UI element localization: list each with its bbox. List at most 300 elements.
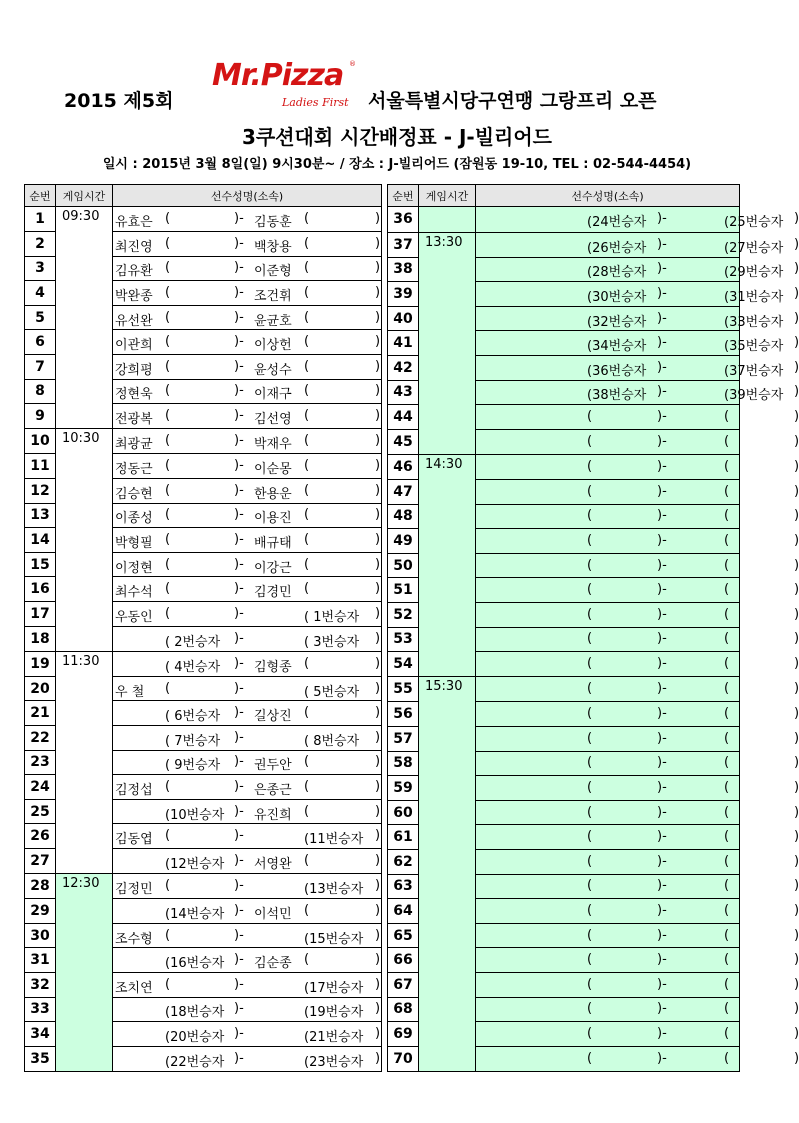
game-time: 14:30 xyxy=(419,454,476,479)
row-number: 9 xyxy=(25,404,56,429)
game-time xyxy=(419,306,476,331)
player-pair-cell xyxy=(476,1046,799,1071)
row-number: 2 xyxy=(25,232,56,257)
player-b-club: (27번승자 xyxy=(724,240,784,256)
player-pair-cell xyxy=(113,725,382,750)
player-pair-cell xyxy=(476,751,799,776)
row-number: 50 xyxy=(388,553,419,578)
close-paren: ) xyxy=(794,1050,799,1066)
player-b-club: ( xyxy=(724,952,730,968)
player-pair-cell xyxy=(476,849,799,874)
player-a-name: 정현욱 xyxy=(115,387,153,403)
game-time xyxy=(419,997,476,1022)
row-number: 41 xyxy=(388,331,419,356)
player-pair xyxy=(476,431,799,453)
game-time: 09:30 xyxy=(56,207,113,232)
player-a-club: ( xyxy=(587,606,593,622)
player-pair xyxy=(476,752,799,774)
player-a-club: (12번승자 xyxy=(165,856,225,872)
close-paren: ) xyxy=(375,803,381,819)
vs-separator: )- xyxy=(234,754,244,770)
close-paren: ) xyxy=(375,507,381,523)
player-b-club: (21번승자 xyxy=(304,1029,364,1045)
game-time xyxy=(419,627,476,652)
player-b-club: ( xyxy=(304,285,310,301)
player-a-name: 이관희 xyxy=(115,338,153,354)
player-a-club: ( xyxy=(165,285,171,301)
row-number: 47 xyxy=(388,480,419,505)
vs-separator: )- xyxy=(234,1050,244,1066)
player-b-name: 한용운 xyxy=(254,486,292,502)
player-pair xyxy=(476,357,799,379)
table-row xyxy=(388,331,740,356)
col-header-no: 순번 xyxy=(388,185,419,207)
game-time: 15:30 xyxy=(419,677,476,702)
close-paren: ) xyxy=(794,656,799,672)
game-time xyxy=(56,948,113,973)
player-pair xyxy=(476,802,799,824)
player-pair-cell xyxy=(476,257,799,282)
player-b-club: (13번승자 xyxy=(304,882,364,898)
player-pair-cell xyxy=(113,577,382,602)
close-paren: ) xyxy=(794,878,799,894)
game-time xyxy=(56,281,113,306)
close-paren: ) xyxy=(375,235,381,251)
player-pair xyxy=(113,850,381,872)
player-pair xyxy=(113,480,381,502)
player-a-club: ( xyxy=(587,730,593,746)
vs-separator: )- xyxy=(234,1025,244,1041)
player-b-club: ( xyxy=(724,631,730,647)
player-a-club: ( xyxy=(587,976,593,992)
vs-separator: )- xyxy=(234,828,244,844)
table-row xyxy=(25,725,382,750)
table-row xyxy=(388,825,740,850)
player-b-club: ( xyxy=(724,681,730,697)
player-pair-cell xyxy=(476,480,799,505)
player-pair xyxy=(113,900,381,922)
row-number: 24 xyxy=(25,775,56,800)
player-pair-cell xyxy=(113,379,382,404)
player-b-club: ( xyxy=(304,803,310,819)
row-number: 70 xyxy=(388,1046,419,1071)
player-b-name: 김순종 xyxy=(254,956,292,972)
player-pair-cell xyxy=(113,602,382,627)
game-time xyxy=(419,726,476,751)
player-a-name: 최진영 xyxy=(115,239,153,255)
game-time xyxy=(419,751,476,776)
player-b-club: ( xyxy=(724,458,730,474)
mr-pizza-logo xyxy=(186,58,356,112)
table-row xyxy=(25,305,382,330)
game-time xyxy=(419,405,476,430)
row-number: 53 xyxy=(388,627,419,652)
player-pair-cell xyxy=(113,305,382,330)
player-b-club: (35번승자 xyxy=(724,339,784,355)
table-row xyxy=(388,627,740,652)
player-pair xyxy=(113,331,381,353)
game-time xyxy=(419,380,476,405)
col-header-time: 게임시간 xyxy=(56,185,113,207)
game-time xyxy=(56,305,113,330)
table-row xyxy=(388,1046,740,1071)
player-pair-cell xyxy=(113,503,382,528)
close-paren: ) xyxy=(375,655,381,671)
table-row xyxy=(25,479,382,504)
player-b-club: (17번승자 xyxy=(304,980,364,996)
row-number: 20 xyxy=(25,676,56,701)
row-number: 67 xyxy=(388,972,419,997)
player-pair xyxy=(476,604,799,626)
table-header-row xyxy=(25,185,382,207)
close-paren: ) xyxy=(375,408,381,424)
player-a-club: ( xyxy=(165,976,171,992)
player-pair xyxy=(476,1048,799,1070)
player-b-club: ( xyxy=(724,582,730,598)
player-a-club: ( xyxy=(587,927,593,943)
game-time xyxy=(419,603,476,628)
game-time xyxy=(56,503,113,528)
row-number: 34 xyxy=(25,1022,56,1047)
player-b-name: 이상헌 xyxy=(254,338,292,354)
row-number: 26 xyxy=(25,824,56,849)
vs-separator: )- xyxy=(657,359,667,375)
table-row xyxy=(25,602,382,627)
row-number: 3 xyxy=(25,256,56,281)
table-row xyxy=(25,552,382,577)
game-time xyxy=(56,528,113,553)
player-pair xyxy=(113,925,381,947)
player-pair-cell xyxy=(476,454,799,479)
close-paren: ) xyxy=(794,236,799,252)
player-b-club: ( xyxy=(304,507,310,523)
player-a-club: ( xyxy=(165,433,171,449)
table-row xyxy=(25,923,382,948)
player-pair-cell xyxy=(476,1022,799,1047)
table-header-row xyxy=(388,185,740,207)
player-pair xyxy=(476,308,799,330)
player-b-club: ( xyxy=(724,533,730,549)
player-b-club: (37번승자 xyxy=(724,363,784,379)
player-a-club: ( xyxy=(165,334,171,350)
vs-separator: )- xyxy=(234,927,244,943)
player-pair-cell xyxy=(113,281,382,306)
row-number: 42 xyxy=(388,356,419,381)
vs-separator: )- xyxy=(657,508,667,524)
player-b-club: ( xyxy=(724,804,730,820)
vs-separator: )- xyxy=(657,533,667,549)
table-row xyxy=(25,207,382,232)
player-a-club: ( xyxy=(587,1050,593,1066)
player-b-club: ( xyxy=(724,730,730,746)
player-pair-cell xyxy=(476,923,799,948)
player-b-club: (23번승자 xyxy=(304,1054,364,1070)
table-row xyxy=(388,405,740,430)
close-paren: ) xyxy=(375,605,381,621)
close-paren: ) xyxy=(794,927,799,943)
vs-separator: )- xyxy=(657,409,667,425)
game-time xyxy=(56,775,113,800)
row-number: 7 xyxy=(25,355,56,380)
row-number: 10 xyxy=(25,429,56,454)
vs-separator: )- xyxy=(657,681,667,697)
game-time xyxy=(56,577,113,602)
table-row xyxy=(25,577,382,602)
player-pair xyxy=(113,578,381,600)
player-pair xyxy=(113,380,381,402)
player-a-club: ( xyxy=(587,483,593,499)
player-b-club: ( xyxy=(724,1050,730,1066)
vs-separator: )- xyxy=(234,729,244,745)
player-b-club: ( xyxy=(724,656,730,672)
close-paren: ) xyxy=(375,1050,381,1066)
player-b-club: ( xyxy=(304,433,310,449)
player-b-club: ( xyxy=(304,211,310,227)
player-b-club: ( xyxy=(724,976,730,992)
player-a-club: ( xyxy=(165,309,171,325)
player-pair-cell xyxy=(113,824,382,849)
player-pair xyxy=(113,603,381,625)
player-pair xyxy=(476,481,799,503)
row-number: 35 xyxy=(25,1046,56,1071)
player-pair xyxy=(113,1048,381,1070)
row-number: 6 xyxy=(25,330,56,355)
vs-separator: )- xyxy=(657,804,667,820)
player-b-name: 서영완 xyxy=(254,856,292,872)
game-time: 11:30 xyxy=(56,651,113,676)
player-b-name: 이석민 xyxy=(254,906,292,922)
player-b-club: ( xyxy=(724,878,730,894)
game-time xyxy=(56,923,113,948)
row-number: 40 xyxy=(388,306,419,331)
close-paren: ) xyxy=(375,729,381,745)
game-time xyxy=(56,256,113,281)
close-paren: ) xyxy=(794,706,799,722)
close-paren: ) xyxy=(794,952,799,968)
player-a-name: 강희평 xyxy=(115,362,153,378)
game-time xyxy=(419,948,476,973)
close-paren: ) xyxy=(375,211,381,227)
table-row xyxy=(388,948,740,973)
table-row xyxy=(388,207,740,233)
player-pair-cell xyxy=(113,972,382,997)
player-b-club: ( xyxy=(304,383,310,399)
player-b-name: 박재우 xyxy=(254,437,292,453)
player-a-club: (22번승자 xyxy=(165,1054,225,1070)
close-paren: ) xyxy=(375,433,381,449)
player-a-club: ( xyxy=(587,829,593,845)
vs-separator: )- xyxy=(234,852,244,868)
player-b-club: ( xyxy=(304,952,310,968)
player-a-club: (34번승자 xyxy=(587,339,647,355)
game-time xyxy=(419,356,476,381)
game-time xyxy=(56,355,113,380)
table-row xyxy=(25,824,382,849)
player-b-club: ( xyxy=(724,433,730,449)
title-organizer: 서울특별시당구연맹 그랑프리 오픈 xyxy=(368,90,657,112)
vs-separator: )- xyxy=(234,680,244,696)
player-pair-cell xyxy=(476,874,799,899)
vs-separator: )- xyxy=(657,755,667,771)
player-pair-cell xyxy=(476,207,799,233)
player-pair xyxy=(113,307,381,329)
vs-separator: )- xyxy=(234,803,244,819)
player-b-club: ( xyxy=(724,829,730,845)
game-time xyxy=(419,776,476,801)
player-pair xyxy=(476,900,799,922)
player-b-name: 백창용 xyxy=(254,239,292,255)
player-b-club: ( xyxy=(304,334,310,350)
close-paren: ) xyxy=(375,260,381,276)
player-a-name: 김승현 xyxy=(115,486,153,502)
vs-separator: )- xyxy=(657,261,667,277)
player-pair xyxy=(113,233,381,255)
vs-separator: )- xyxy=(657,952,667,968)
vs-separator: )- xyxy=(234,630,244,646)
player-a-club: ( xyxy=(587,582,593,598)
vs-separator: )- xyxy=(234,482,244,498)
table-row xyxy=(388,232,740,257)
player-pair xyxy=(476,974,799,996)
player-a-club: ( xyxy=(165,507,171,523)
player-a-club: ( xyxy=(165,778,171,794)
table-row xyxy=(388,429,740,454)
player-pair-cell xyxy=(113,256,382,281)
vs-separator: )- xyxy=(234,952,244,968)
game-time xyxy=(419,972,476,997)
player-a-club: ( xyxy=(587,533,593,549)
player-b-club: ( 3번승자 xyxy=(304,634,360,650)
table-row xyxy=(25,899,382,924)
player-b-club: ( xyxy=(724,927,730,943)
player-b-name: 권두안 xyxy=(254,758,292,774)
game-time xyxy=(56,824,113,849)
player-pair-cell xyxy=(113,429,382,454)
close-paren: ) xyxy=(375,556,381,572)
game-time xyxy=(419,1046,476,1071)
player-a-club: (36번승자 xyxy=(587,363,647,379)
schedule-table-left xyxy=(24,184,382,1072)
close-paren: ) xyxy=(375,383,381,399)
player-b-club: ( 8번승자 xyxy=(304,733,360,749)
vs-separator: )- xyxy=(234,778,244,794)
game-time xyxy=(56,750,113,775)
player-pair xyxy=(113,504,381,526)
row-number: 32 xyxy=(25,972,56,997)
player-pair xyxy=(113,208,381,230)
player-b-name: 은종근 xyxy=(254,782,292,798)
title-year: 2015 제5회 xyxy=(64,90,174,112)
player-b-name: 이재구 xyxy=(254,387,292,403)
row-number: 1 xyxy=(25,207,56,232)
vs-separator: )- xyxy=(657,1001,667,1017)
player-a-club: ( 9번승자 xyxy=(165,758,221,774)
player-b-club: ( xyxy=(724,902,730,918)
player-pair xyxy=(476,332,799,355)
table-row xyxy=(25,1046,382,1071)
game-time xyxy=(419,257,476,282)
close-paren: ) xyxy=(375,309,381,325)
player-pair xyxy=(113,529,381,551)
row-number: 55 xyxy=(388,677,419,702)
vs-separator: )- xyxy=(657,582,667,598)
player-b-club: ( xyxy=(724,853,730,869)
table-row xyxy=(25,750,382,775)
player-a-name: 김정섭 xyxy=(115,782,153,798)
player-pair xyxy=(113,430,381,452)
player-a-club: ( xyxy=(587,409,593,425)
vs-separator: )- xyxy=(234,507,244,523)
close-paren: ) xyxy=(794,631,799,647)
vs-separator: )- xyxy=(657,779,667,795)
vs-separator: )- xyxy=(234,433,244,449)
player-pair-cell xyxy=(113,207,382,232)
vs-separator: )- xyxy=(234,1001,244,1017)
vs-separator: )- xyxy=(234,976,244,992)
player-a-club: ( xyxy=(587,631,593,647)
close-paren: ) xyxy=(375,778,381,794)
game-time xyxy=(419,529,476,554)
player-a-name: 우 철 xyxy=(115,684,145,700)
vs-separator: )- xyxy=(234,556,244,572)
player-b-club: ( xyxy=(304,309,310,325)
player-a-name: 조치연 xyxy=(115,980,153,996)
row-number: 58 xyxy=(388,751,419,776)
vs-separator: )- xyxy=(234,458,244,474)
player-pair xyxy=(476,875,799,897)
player-b-club: ( xyxy=(304,581,310,597)
row-number: 27 xyxy=(25,848,56,873)
close-paren: ) xyxy=(375,952,381,968)
player-pair-cell xyxy=(113,651,382,676)
player-b-name: 김선영 xyxy=(254,412,292,428)
player-pair xyxy=(476,406,799,428)
player-pair-cell xyxy=(476,331,799,356)
table-row xyxy=(25,626,382,651)
table-row xyxy=(25,404,382,429)
vs-separator: )- xyxy=(657,606,667,622)
table-row xyxy=(25,972,382,997)
player-pair xyxy=(476,456,799,478)
player-a-name: 최광균 xyxy=(115,437,153,453)
player-pair xyxy=(113,653,381,675)
vs-separator: )- xyxy=(234,878,244,894)
game-time xyxy=(419,282,476,307)
row-number: 57 xyxy=(388,726,419,751)
player-a-name: 김유환 xyxy=(115,264,153,280)
player-a-club: ( 6번승자 xyxy=(165,709,221,725)
vs-separator: )- xyxy=(234,309,244,325)
player-a-club: ( xyxy=(587,656,593,672)
row-number: 8 xyxy=(25,379,56,404)
table-row xyxy=(388,603,740,628)
game-time xyxy=(56,972,113,997)
player-a-name: 조수형 xyxy=(115,931,153,947)
player-pair-cell xyxy=(476,380,799,405)
player-pair-cell xyxy=(113,1022,382,1047)
row-number: 28 xyxy=(25,874,56,899)
player-b-name: 김형종 xyxy=(254,659,292,675)
game-time xyxy=(56,899,113,924)
player-a-club: ( xyxy=(587,458,593,474)
table-row xyxy=(388,529,740,554)
player-pair xyxy=(476,925,799,947)
player-pair xyxy=(476,258,799,281)
title-row xyxy=(0,66,794,114)
game-time xyxy=(419,553,476,578)
row-number: 15 xyxy=(25,552,56,577)
player-pair xyxy=(113,974,381,996)
